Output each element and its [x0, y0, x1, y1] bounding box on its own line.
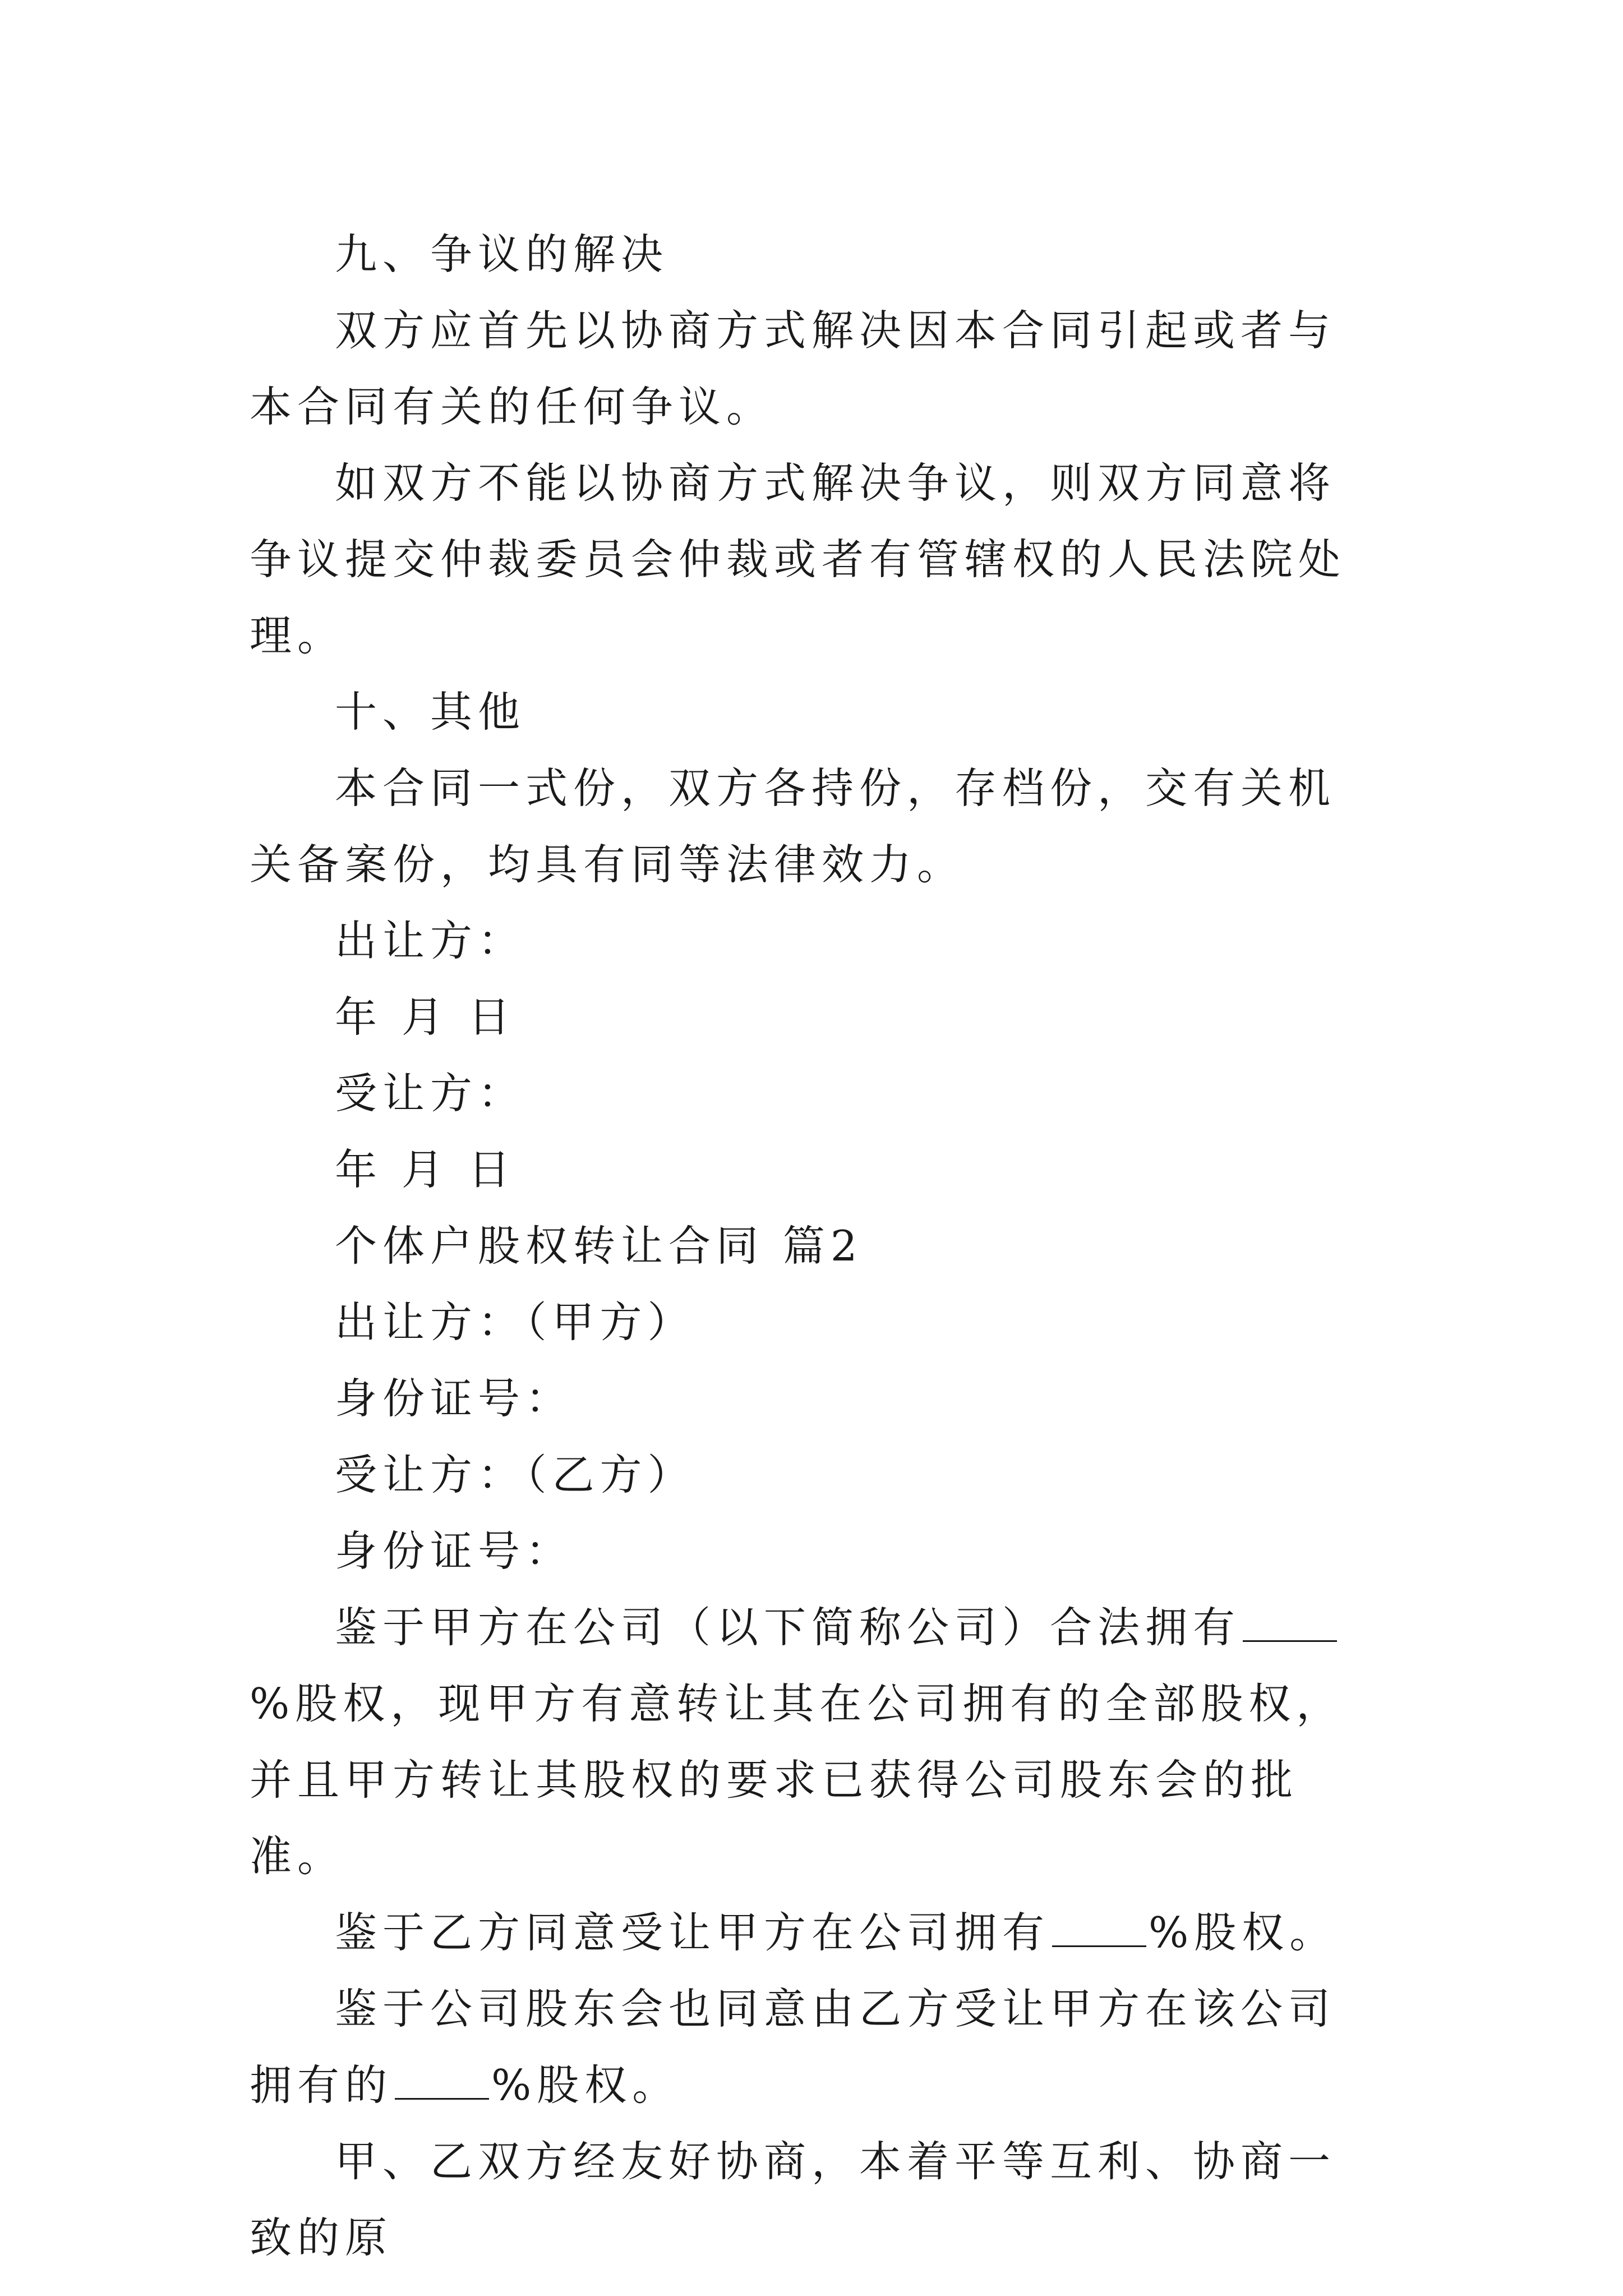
section-9-heading: 九、争议的解决 [335, 229, 669, 279]
recital-1-text-after: %股权，现甲方有意转让其在公司拥有的全部股权，并且甲方转让其股权的要求已获得公司股东会的批准。 [250, 1679, 1344, 1881]
section-9-paragraph-2: 如双方不能以协商方式解决争议，则双方同意将争议提交仲裁委员会仲裁或者有管辖权的人民法院处理。 [250, 458, 1347, 660]
date-line-1: 年 月 日 [335, 992, 516, 1042]
party-b-id: 身份证号： [335, 1526, 574, 1576]
section-9-paragraph-1: 双方应首先以协商方式解决因本合同引起或者与本合同有关的任何争议。 [250, 306, 1336, 431]
section-10-heading: 十、其他 [335, 687, 526, 737]
party-b: 受让方：（乙方） [335, 1450, 695, 1499]
recital-1-text-before: 鉴于甲方在公司（以下简称公司）合法拥有 [335, 1603, 1241, 1652]
party-a-id: 身份证号： [335, 1374, 574, 1423]
document-body [250, 216, 1377, 2276]
contract-2-title: 个体户股权转让合同 篇2 [335, 1221, 863, 1271]
recital-2 [250, 1894, 1377, 1971]
recital-3-text-before: 鉴于公司股东会也同意由乙方受让甲方在该公司拥有的 [250, 1984, 1336, 2110]
fill-in-blank [395, 2064, 489, 2100]
recital-2-text-before: 鉴于乙方同意受让甲方在公司拥有 [335, 1908, 1050, 1957]
recital-3 [250, 1971, 1377, 2123]
recital-4: 甲、乙双方经友好协商，本着平等互利、协商一致的原 [250, 2137, 1336, 2262]
date-line-2: 年 月 日 [335, 1145, 516, 1194]
signature-transferee: 受让方： [335, 1069, 526, 1118]
signature-transferor: 出让方： [335, 916, 526, 965]
section-10-paragraph-1: 本合同一式份，双方各持份，存档份，交有关机关备案份，均具有同等法律效力。 [250, 763, 1336, 889]
recital-2-text-after: %股权。 [1149, 1908, 1338, 1957]
fill-in-blank [1052, 1912, 1146, 1947]
fill-in-blank [1243, 1607, 1337, 1642]
party-a: 出让方：（甲方） [335, 1297, 695, 1347]
recital-3-text-after: %股权。 [491, 2060, 680, 2110]
recital-1 [250, 1589, 1377, 1894]
